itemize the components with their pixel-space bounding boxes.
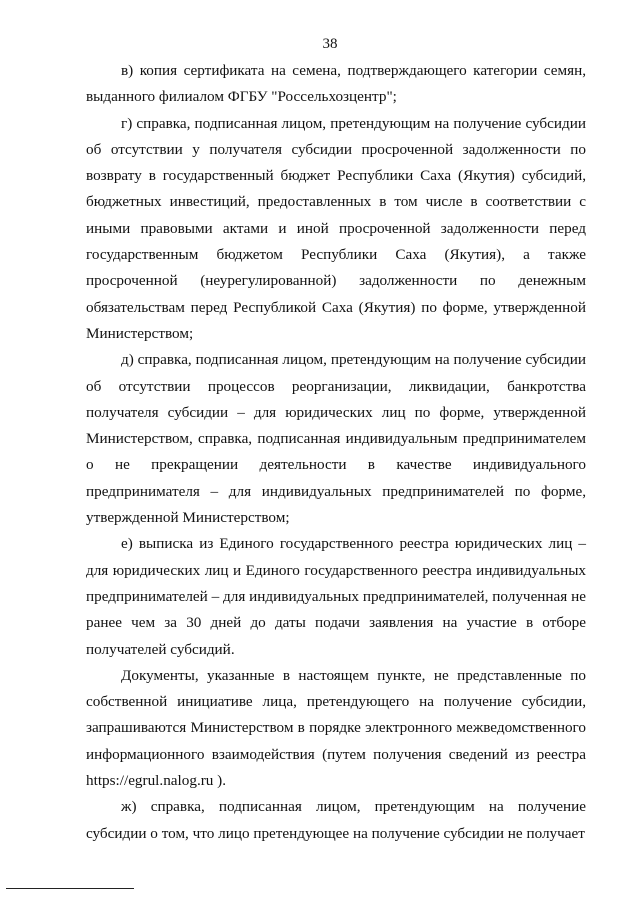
paragraph-zh-certificate: ж) справка, подписанная лицом, претендующим на получение субсидии о том, что лицо претендующее на получение субсидии не получает [86, 798, 586, 842]
footnote-rule [6, 888, 134, 889]
paragraph-g-no-overdue-debt: г) справка, подписанная лицом, претендующим на получение субсидии об отсутствии у получателя субсидии просроченной задолженности по возврату в государственный бюджет Республики Саха (Якутия) субсидий, бюджетных инвестиций, предоставленных в том числе в соответствии с иными правовыми актами и иной просроченной задолженности перед государственным бюджетом Республики Саха (Якутия), а также просроченной (неурегулированной) задолженности по денежным обязательствам перед Республикой Саха (Якутия) по форме, утвержденной Министерством; [86, 114, 586, 342]
paragraph-d-no-reorganization: д) справка, подписанная лицом, претендующим на получение субсидии об отсутствии процессов реорганизации, ликвидации, банкротства получателя субсидии – для юридических лиц по форме, утвержденной Министерством, справка, подписанная индивидуальным предпринимателем о не прекращении деятельности в качестве индивидуального предпринимателя – для индивидуальных предпринимателей по форме, утвержденной Министерством; [86, 351, 586, 527]
page-number: 38 [322, 36, 338, 52]
paragraph-v-seed-certificate: в) копия сертификата на семена, подтверждающего категории семян, выданного филиалом ФГБУ "Россельхозцентр"; [86, 62, 586, 106]
paragraph-documents-requested: Документы, указанные в настоящем пункте, не представленные по собственной инициативе лица, претендующего на получение субсидии, запрашиваются Министерством в порядке электронного межведомственного информационного взаимодействия (путем получения сведений из реестра https://egrul.nalog.ru ). [86, 666, 586, 790]
document-body [86, 58, 586, 847]
paragraph-e-registry-extract: е) выписка из Единого государственного реестра юридических лиц – для юридических лиц и Единого государственного реестра индивидуальных предпринимателей – для индивидуальных предпринимателей, полученная не ранее чем за 30 дней до даты подачи заявления на участие в отборе получателей субсидий. [86, 535, 586, 658]
